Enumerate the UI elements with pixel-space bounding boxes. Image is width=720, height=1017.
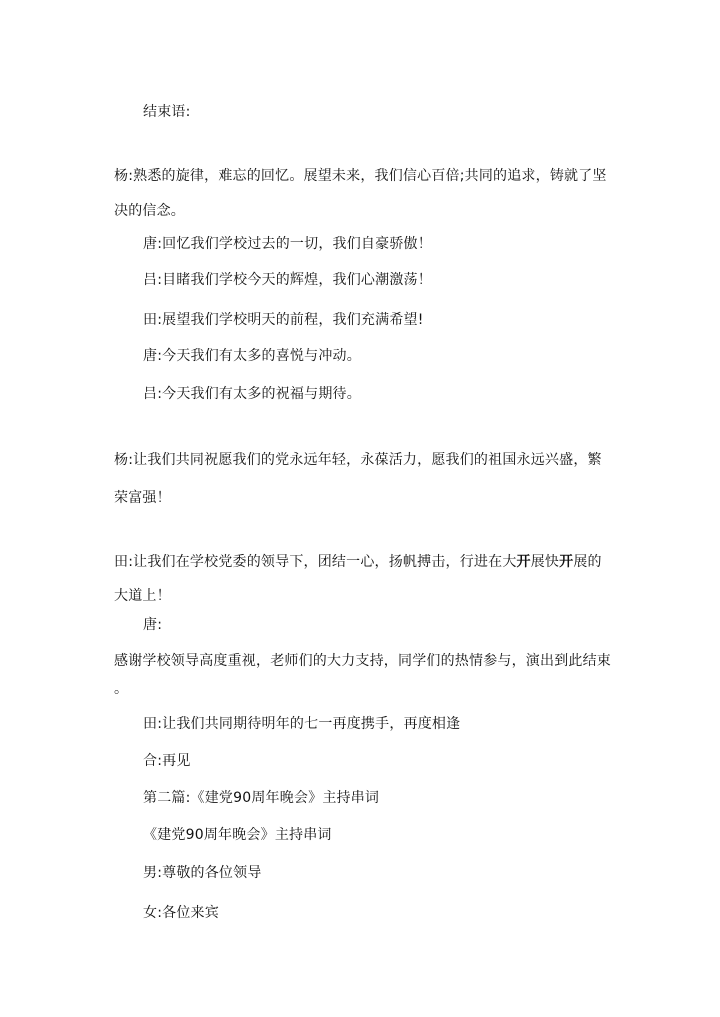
paragraph-line: 杨:熟悉的旋律，难忘的回忆。展望未来，我们信心百倍;共同的追求，铸就了坚: [114, 168, 607, 184]
paragraph-line: 荣富强！: [114, 490, 171, 506]
paragraph-line: 吕:今天我们有太多的祝福与期待。: [143, 386, 361, 402]
text-run: 展的: [573, 554, 602, 570]
section-title: 《建党90周年晚会》主持串词: [143, 827, 332, 843]
paragraph-line: 感谢学校领导高度重视，老师们的大力支持，同学们的热情参与，演出到此结束: [114, 653, 611, 669]
paragraph-line: 田:让我们共同期待明年的七一再度携手，再度相逢: [143, 716, 461, 732]
text-run: 田:让我们在学校党委的领导下，团结一心，扬帆搏击，行进在大: [114, 554, 517, 570]
section-heading: 第二篇:《建党90周年晚会》主持串词: [143, 790, 380, 806]
paragraph-line: 。: [114, 681, 129, 697]
paragraph-line: 唐:: [143, 617, 163, 633]
paragraph-line: 田:展望我们学校明天的前程，我们充满希望!: [143, 312, 424, 328]
paragraph-line: 女:各位来宾: [143, 905, 219, 921]
paragraph-line: 决的信念。: [114, 203, 185, 219]
paragraph-line: 唐:今天我们有太多的喜悦与冲动。: [143, 348, 361, 364]
text-run: 展快: [530, 554, 560, 570]
bold-text-run: 开: [559, 554, 574, 570]
paragraph-line: [114, 553, 602, 571]
paragraph-line: 大道上！: [114, 588, 171, 604]
paragraph-line: 杨:让我们共同祝愿我们的党永远年轻，永葆活力，愿我们的祖国永远兴盛，繁: [114, 452, 602, 468]
paragraph-line: 男:尊敬的各位领导: [143, 865, 262, 881]
paragraph-line: 合:再见: [143, 753, 191, 769]
paragraph-line: 吕:目睹我们学校今天的辉煌，我们心潮激荡！: [143, 272, 432, 288]
bold-text-run: 开: [516, 554, 531, 570]
paragraph-line: 唐:回忆我们学校过去的一切，我们自豪骄傲！: [143, 236, 432, 252]
section-heading-closing: 结束语:: [143, 104, 191, 120]
